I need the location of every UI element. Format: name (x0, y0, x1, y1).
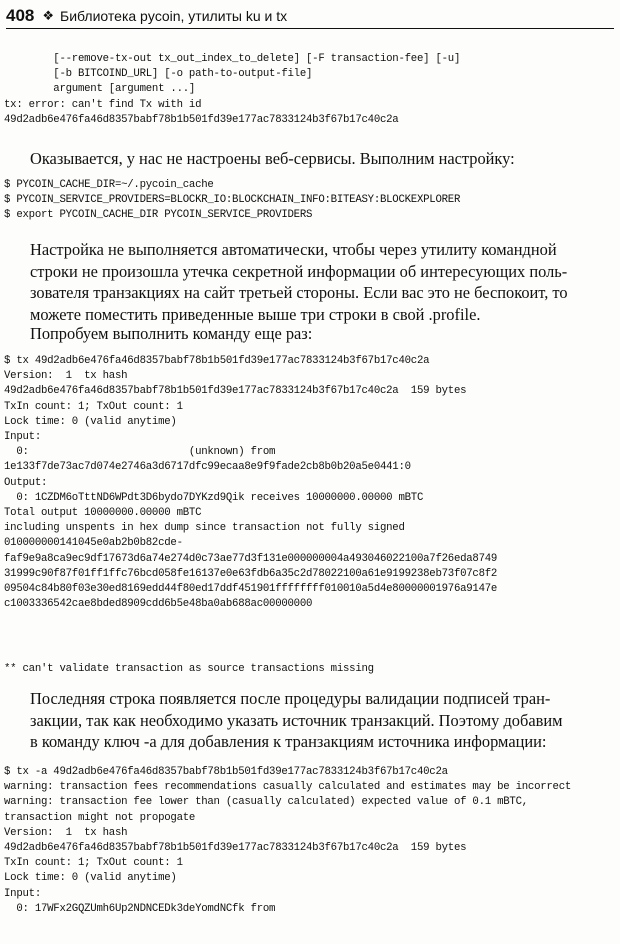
code-line: Lock time: 0 (valid anytime) (4, 415, 177, 428)
text-line: в команду ключ -a для добавления к транзакциям источника информации: (30, 732, 547, 751)
code-line: tx: error: can't find Tx with id (4, 98, 202, 111)
paragraph-web-services (4, 148, 614, 170)
code-line: $ PYCOIN_SERVICE_PROVIDERS=BLOCKR_IO:BLOCKCHAIN_INFO:BITEASY:BLOCKEXPLORER (4, 194, 461, 207)
text-line: строки не произошла утечка секретной информации об интересующих поль- (30, 261, 568, 281)
code-line: transaction might not propogate (4, 811, 196, 824)
code-line: Version: 1 tx hash (4, 826, 128, 839)
page-header (6, 4, 614, 29)
code-line: TxIn count: 1; TxOut count: 1 (4, 400, 183, 413)
text-line: можете поместить приведенные выше три строки в свой .profile. (30, 304, 481, 324)
running-head: Библиотека pycoin, утилиты ku и tx (60, 8, 288, 24)
paragraph-config-explanation (4, 239, 614, 325)
diamond-icon: ❖ (42, 8, 55, 23)
text-line: Попробуем выполнить команду еще раз: (30, 324, 313, 343)
code-line: Lock time: 0 (valid anytime) (4, 872, 177, 885)
code-line: including unspents in hex dump since transaction not fully signed (4, 522, 405, 535)
code-line: 010000000141045e0ab2b0b82cde- (4, 537, 183, 550)
text-line: Оказывается, у нас не настроены веб-сервисы. Выполним настройку: (30, 149, 515, 168)
code-line: 31999c90f87f01ff1ffc76bcd058fe16137e0e63fdb6a35c2d78022100a61e9199238eb73f07c8f2 (4, 567, 498, 580)
code-block-tx-output (4, 354, 497, 612)
code-line: 49d2adb6e476fa46d8357babf78b1b501fd39e177ac7833124b3f67b17c40c2a 159 bytes (4, 842, 467, 855)
code-line: TxIn count: 1; TxOut count: 1 (4, 857, 183, 870)
code-line: faf9e9a8ca9ec9df17673d6a74e274d0c73ae77d3f131e000000004a493046022100a7f26eda8749 (4, 552, 498, 565)
text-line: Последняя строка появляется после процедуры валидации подписей тран- (30, 689, 551, 708)
text-line: закции, так как необходимо указать источник транзакций. Поэтому добавим (30, 710, 563, 730)
code-line: argument [argument ...] (4, 83, 196, 96)
code-line: ** can't validate transaction as source transactions missing (4, 663, 374, 675)
code-line: $ PYCOIN_CACHE_DIR=~/.pycoin_cache (4, 179, 214, 191)
code-block-usage-error (4, 52, 460, 128)
code-line: Output: (4, 476, 48, 489)
code-line: Version: 1 tx hash (4, 370, 128, 383)
paragraph-validation-explanation (4, 688, 614, 753)
code-line: warning: transaction fees recommendations casually calculated and estimates may be incorrect (4, 781, 572, 794)
code-line: 0: 1CZDM6oTttND6WPdt3D6bydo7DYKzd9Qik receives 10000000.00000 mBTC (4, 491, 424, 504)
code-line: 1e133f7de73ac7d074e2746a3d6717dfc99ecaa8e9f9fade2cb8b0b20a5e0441:0 (4, 461, 411, 474)
code-line: [-b BITCOIND_URL] [-o path-to-output-file] (4, 68, 313, 81)
code-line: 09504c84b80f03e30ed8169edd44f80ed17ddf451901ffffffff010010a5d4e80000001976a9147e (4, 583, 498, 596)
code-line: 49d2adb6e476fa46d8357babf78b1b501fd39e177ac7833124b3f67b17c40c2a (4, 113, 399, 126)
page-number: 408 (6, 6, 35, 25)
code-block-env-setup (4, 178, 460, 224)
code-line: 0: (unknown) from (4, 446, 276, 459)
text-line: зователя транзакциях на сайт третьей стороны. Если вас это не беспокоит, то (30, 283, 568, 302)
code-line: Total output 10000000.00000 mBTC (4, 507, 202, 520)
code-line: 49d2adb6e476fa46d8357babf78b1b501fd39e177ac7833124b3f67b17c40c2a 159 bytes (4, 385, 467, 398)
code-block-tx-with-source (4, 765, 571, 917)
text-line: Настройка не выполняется автоматически, чтобы через утилиту командной (30, 240, 557, 259)
paragraph-retry (4, 323, 614, 345)
code-line: warning: transaction fee lower than (casually calculated) expected value of 0.1 mBTC, (4, 796, 528, 809)
code-line: 0: 17WFx2GQZUmh6Up2NDNCEDk3deYomdNCfk from (4, 902, 276, 915)
code-line: [--remove-tx-out tx_out_index_to_delete] [-F transaction-fee] [-u] (4, 53, 461, 65)
code-line: Input: (4, 431, 41, 444)
code-line: $ tx -a 49d2adb6e476fa46d8357babf78b1b501fd39e177ac7833124b3f67b17c40c2a (4, 766, 448, 778)
code-line: $ tx 49d2adb6e476fa46d8357babf78b1b501fd39e177ac7833124b3f67b17c40c2a (4, 355, 430, 367)
code-block-validation-note (4, 662, 374, 677)
code-line: $ export PYCOIN_CACHE_DIR PYCOIN_SERVICE_PROVIDERS (4, 209, 313, 222)
code-line: Input: (4, 887, 41, 900)
code-line: c1003336542cae8bded8909cdd6b5e48ba0ab688ac00000000 (4, 598, 313, 611)
